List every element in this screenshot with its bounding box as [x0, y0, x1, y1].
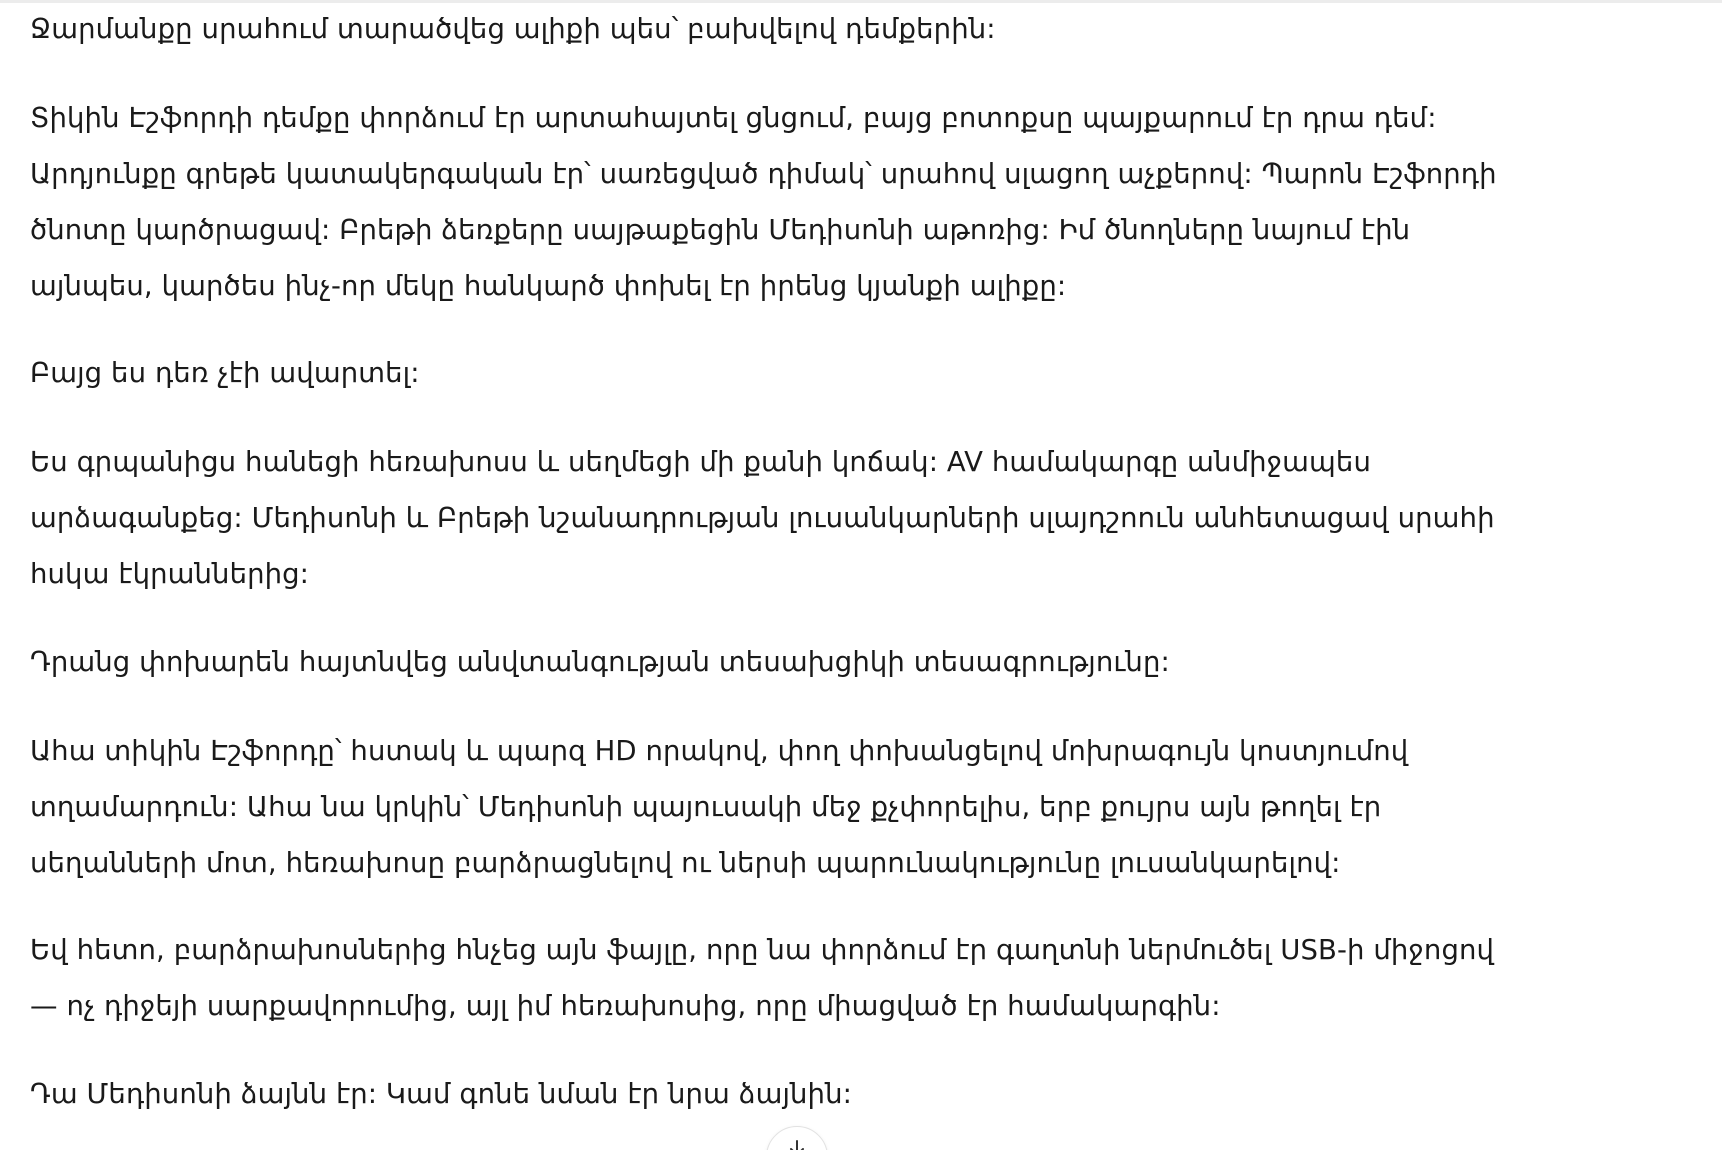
paragraph-2	[30, 90, 1497, 314]
text-line: Բայց ես դեռ չէի ավարտել:	[30, 357, 420, 389]
scroll-to-bottom-button[interactable]	[766, 1126, 828, 1150]
text-line: Ջարմանքը սրահում տարածվեց ալիքի պես՝ բախվելով դեմքերին:	[30, 13, 996, 45]
paragraph-7	[30, 922, 1494, 1034]
text-line: Դրանց փոխարեն հայտնվեց անվտանգության տեսախցիկի տեսագրությունը:	[30, 646, 1170, 678]
text-line: Ահա տիկին Էշֆորդը՝ հստակ և պարզ HD որակով, փող փոխանցելով մոխրագույն կոստյումով	[30, 735, 1409, 767]
text-line: Դա Մեդիսոնի ձայնն էր: Կամ գոնե նման էր նրա ձայնին:	[30, 1078, 852, 1110]
text-line: այնպես, կարծես ինչ-որ մեկը հանկարծ փոխել էր իրենց կյանքի ալիքը:	[30, 270, 1067, 302]
text-line: ծնոտը կարծրացավ: Բրեթի ձեռքերը սայթաքեցին Մեդիսոնի աթոռից: Իմ ծնողները նայում էին	[30, 214, 1411, 246]
text-line: — ոչ դիջեյի սարքավորումից, այլ իմ հեռախոսից, որը միացված էր համակարգին:	[30, 990, 1221, 1022]
text-line: Արդյունքը գրեթե կատակերգական էր՝ սառեցված դիմակ՝ սրահով սլացող աչքերով: Պարոն Էշֆորդի	[30, 158, 1497, 190]
paragraph-3	[30, 345, 420, 401]
paragraph-8	[30, 1066, 852, 1122]
text-line: Ես գրպանիցս հանեցի հեռախոսս և սեղմեցի մի քանի կոճակ: AV համակարգը անմիջապես	[30, 446, 1371, 478]
text-line: հսկա էկրաններից:	[30, 558, 310, 590]
text-line: սեղանների մոտ, հեռախոսը բարձրացնելով ու ներսի պարունակությունը լուսանկարելով:	[30, 847, 1341, 879]
paragraph-4	[30, 434, 1495, 602]
paragraph-6	[30, 723, 1408, 891]
text-line: Տիկին Էշֆորդի դեմքը փորձում էր արտահայտել ցնցում, բայց բոտոքսը պայքարում էր դրա դեմ:	[30, 102, 1437, 134]
paragraph-5	[30, 634, 1170, 690]
text-line: տղամարդուն: Ահա նա կրկին՝ Մեդիսոնի պայուսակի մեջ քչփորելիս, երբ քույրս այն թողել էր	[30, 791, 1382, 823]
text-line: Եվ հետո, բարձրախոսներից հնչեց այն ֆայլը, որը նա փորձում էր գաղտնի ներմուծել USB-ի միջոցով	[30, 934, 1495, 966]
text-line: արձագանքեց: Մեդիսոնի և Բրեթի նշանադրության լուսանկարների սլայդշոուն անհետացավ սրահի	[30, 502, 1495, 534]
chevron-down-icon	[787, 1139, 807, 1150]
paragraph-1	[30, 1, 996, 57]
